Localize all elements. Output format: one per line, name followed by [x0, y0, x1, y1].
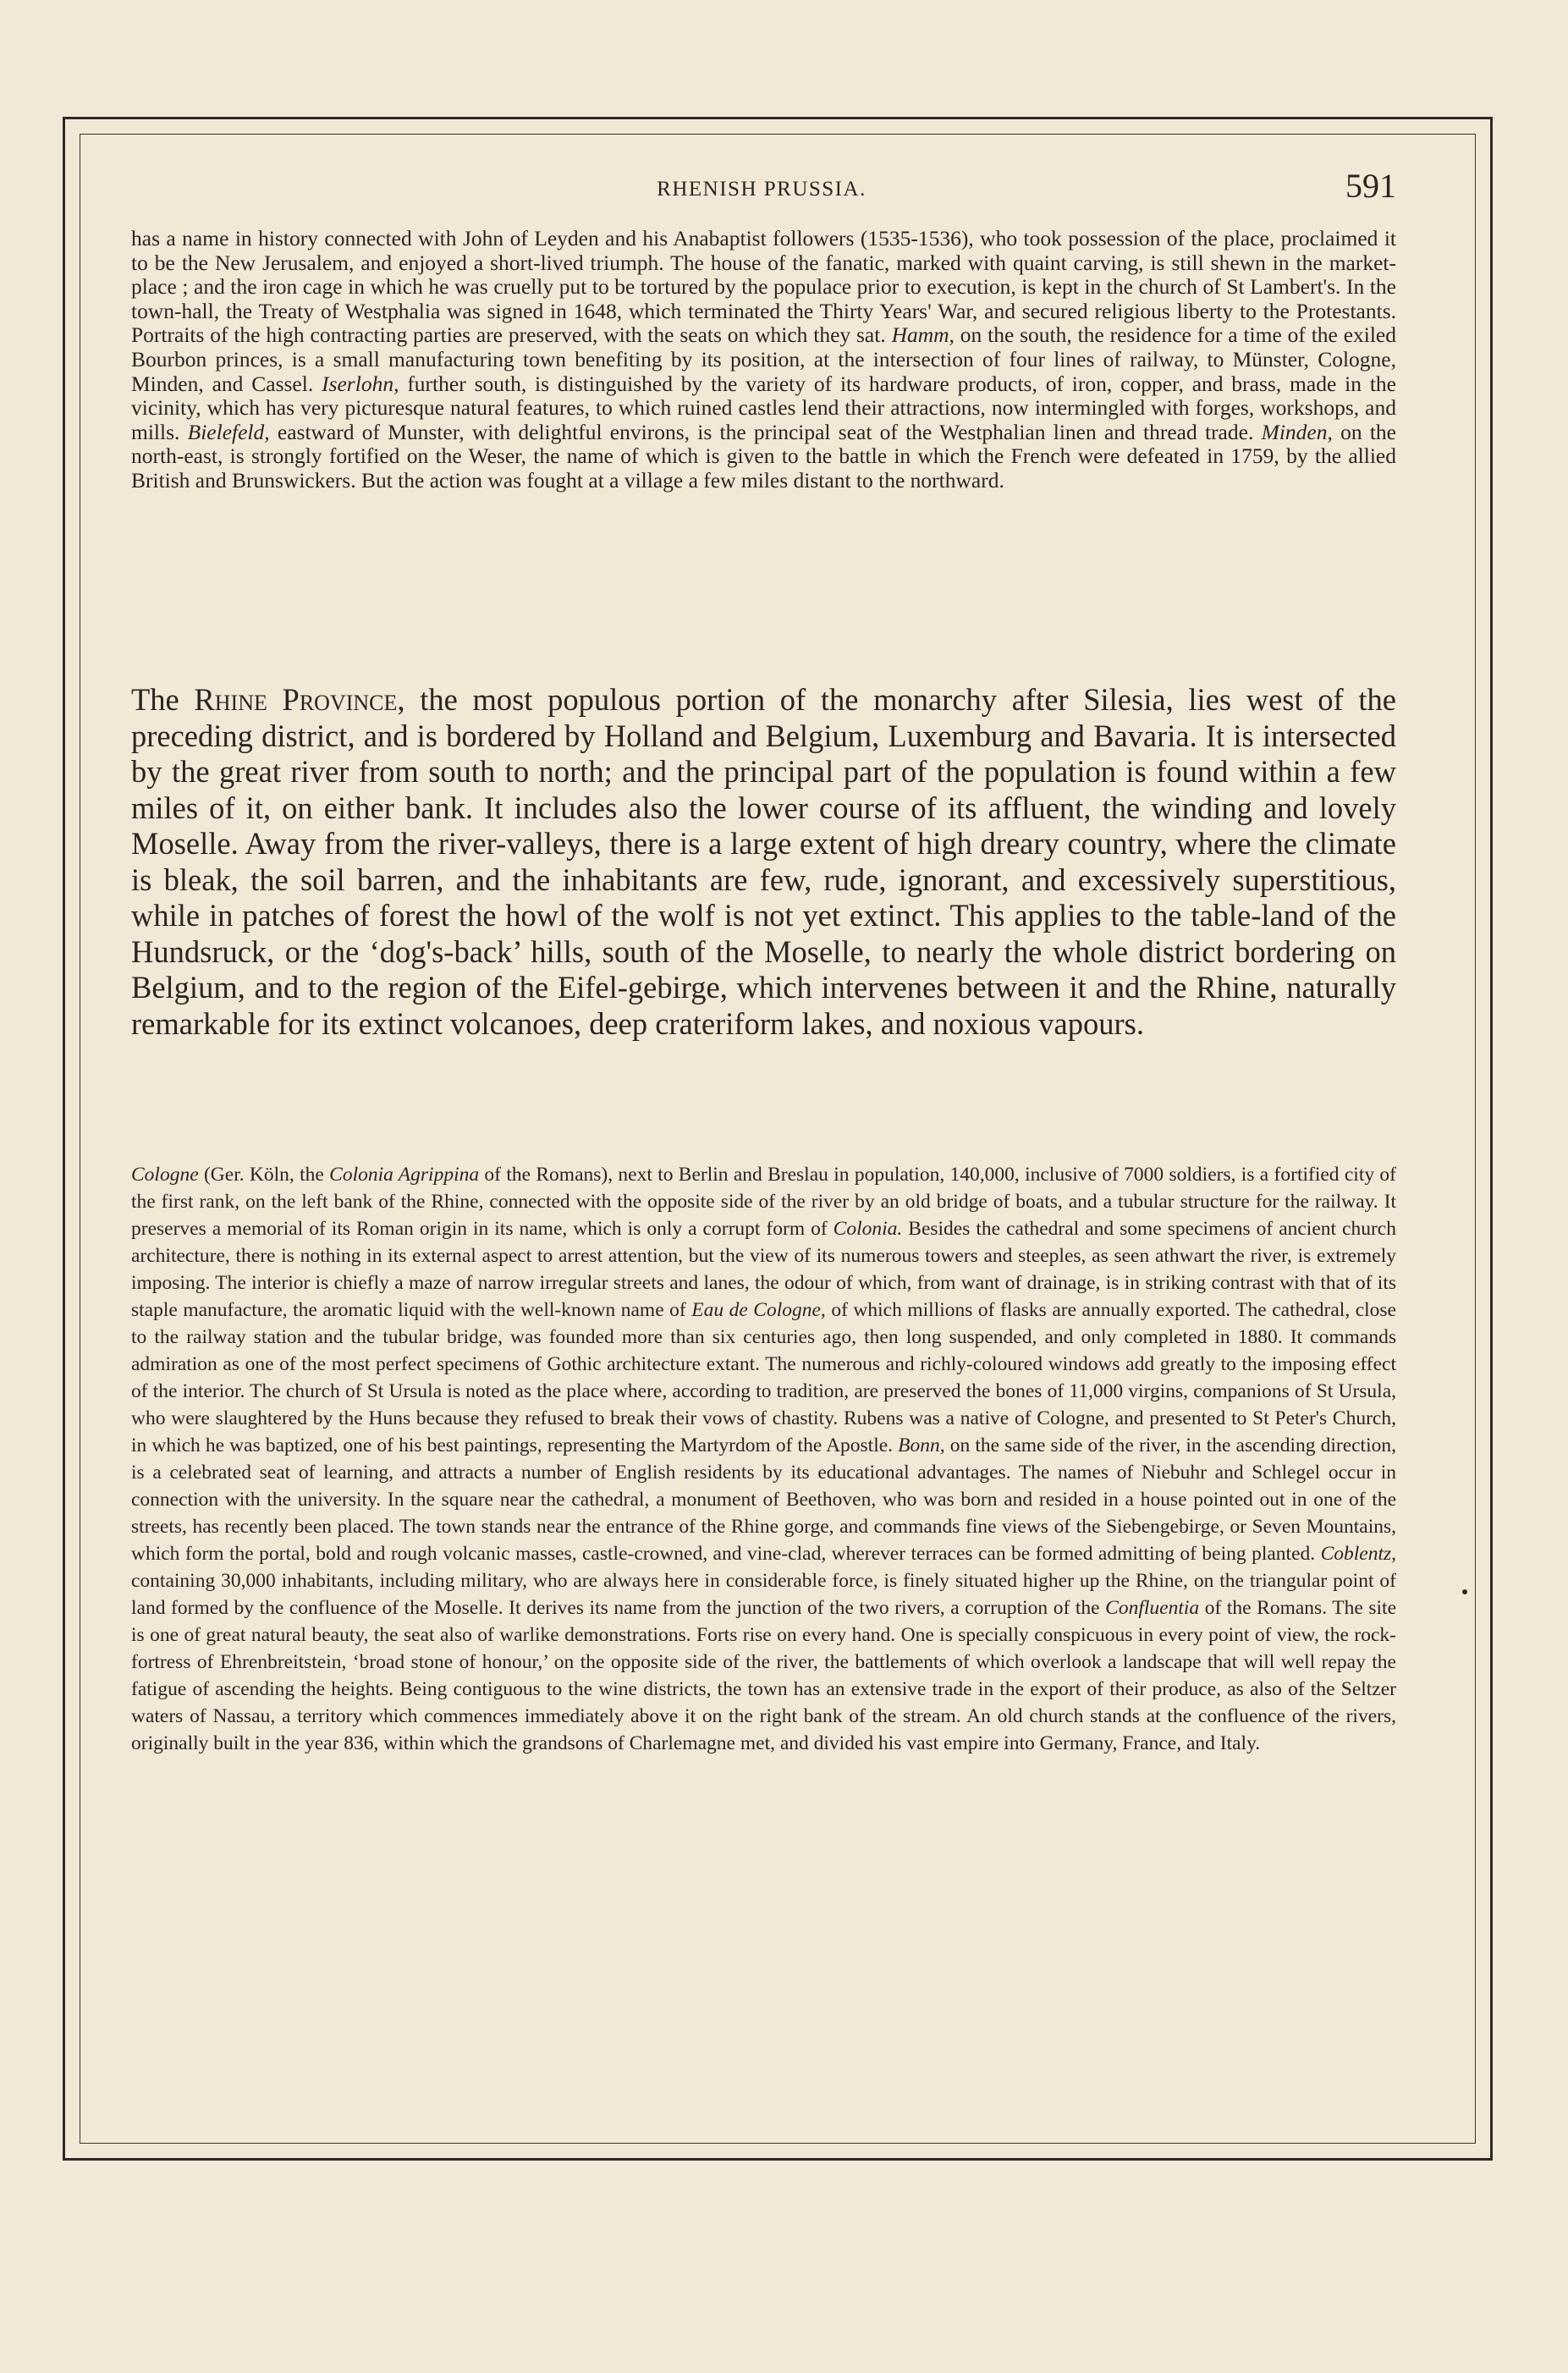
place-name-bielefeld: Bielefeld, [187, 419, 270, 444]
text-run: of which millions of flasks are annually exported. The cathedral, close to the railway station and the tubular bridge, was founded more than six centuries ago, then long suspended, and only completed in 1880. It commands admiration as one of the most perfect specimens of Gothic architecture extant. The numerous and richly-coloured windows add greatly to the imposing effect of the interior. The church of St Ursula is noted as the place where, according to tradition, are preserved the bones of 11,000 virgins, companions of St Ursula, who were slaughtered by the Huns because they refused to break their vows of chastity. Rubens was a native of Cologne, and presented to St Peter's Church, in which he was baptized, one of his best paintings, representing the Martyrdom of the Apostle. [131, 1299, 1396, 1456]
place-name-cologne: Cologne [131, 1164, 199, 1186]
text-run: The [131, 682, 195, 717]
text-run: further south, is distinguished by the variety of its hardware products, of iron, copper, and brass, made in the vicinity, which has very picturesque natural features, to which ruined castles lend their attractions, now intermingled with forges, workshops, and mills. [131, 371, 1396, 444]
latin-name-confluentia: Confluentia [1105, 1597, 1200, 1619]
latin-name-colonia: Colonia. [833, 1218, 903, 1240]
text-run: the most populous portion of the monarchy after Silesia, lies west of the preceding district, and is bordered by Holland and Belgium, Luxemburg and Bavaria. It is intersected by the great river from south to north; and the principal part of the population is found within a few miles of it, on either bank. It includes also the lower course of its affluent, the winding and lovely Moselle. Away from the river-valleys, there is a large extent of high dreary country, where the climate is bleak, the soil barren, and the inhabitants are few, rude, ignorant, and excessively superstitious, while in patches of forest the howl of the wolf is not yet extinct. This applies to the table-land of the Hundsruck, or the ‘dog's-back’ hills, south of the Moselle, to nearly the whole district bordering on Belgium, and to the region of the Eifel-gebirge, which intervenes between it and the Rhine, naturally remarkable for its extinct volcanoes, deep crateriform lakes, and noxious vapours. [131, 682, 1396, 1041]
place-name-minden: Minden, [1261, 419, 1333, 444]
text-run: Besides the cathedral and some specimens of ancient church architecture, there is nothing in its external aspect to arrest attention, but the view of its numerous towers and steeples, as seen athwart the river, is extremely imposing. The interior is chiefly a maze of narrow irregular streets and lanes, the odour of which, from want of drainage, is in striking contrast with that of its staple manufacture, the aromatic liquid with the well-known name of [131, 1218, 1396, 1321]
paragraph-munster-continued [131, 227, 1396, 493]
product-name-eau-de-cologne: Eau de Cologne, [691, 1299, 826, 1321]
text-run: on the north-east, is strongly fortified on the Weser, the name of which is given to the battle in which the French were defeated in 1759, by the allied British and Brunswickers. But the action was fought at a village a few miles distant to the northward. [131, 419, 1397, 493]
text-run: on the south, the residence for a time of the exiled Bourbon princes, is a small manufacturing town benefiting by its position, at the intersection of four lines of railway, to Münster, Cologne, Minden, and Cassel. [131, 322, 1396, 396]
text-run: of the Romans. The site is one of great natural beauty, the seat also of warlike demonstrations. Forts rise on every hand. One is specially conspicuous in every point of view, the rock-fortress of Ehrenbreitstein, ‘broad stone of honour,’ on the opposite side of the river, the battlements of which overlook a landscape that will well repay the fatigue of ascending the heights. Being contiguous to the wine districts, the town has an extensive trade in the export of their produce, as also of the Seltzer waters of Nassau, a territory which commences immediately above it on the right bank of the stream. An old church stands at the confluence of the rivers, originally built in the year 836, within which the grandsons of Charlemagne met, and divided his vast empire into Germany, France, and Italy. [131, 1597, 1396, 1754]
place-name-iserlohn: Iserlohn, [322, 371, 399, 396]
latin-name-colonia-agrippina: Colonia Agrippina [329, 1164, 480, 1186]
section-heading-rhine-province: Rhine Province, [194, 682, 405, 717]
text-run: containing 30,000 inhabitants, including military, who are always here in considerable force, is finely situated higher up the Rhine, on the triangular point of land formed by the confluence of the Moselle. It derives its name from the junction of the two rivers, a corruption of the [131, 1570, 1396, 1619]
page-number: 591 [1345, 167, 1396, 205]
text-run: on the same side of the river, in the ascending direction, is a celebrated seat of learning, and attracts a number of English residents by its educational advantages. The names of Niebuhr and Schlegel occur in connection with the university. In the square near the cathedral, a monument of Beethoven, who was born and resided in a house pointed out in one of the streets, has recently been placed. The town stands near the entrance of the Rhine gorge, and commands fine views of the Siebengebirge, or Seven Mountains, which form the portal, bold and rough volcanic masses, castle-crowned, and vine-clad, wherever terraces can be formed admitting of being planted. [131, 1434, 1396, 1565]
paragraph-rhine-province [131, 682, 1396, 1042]
place-name-bonn: Bonn, [898, 1434, 945, 1456]
text-run: has a name in history connected with John of Leyden and his Anabaptist followers (1535-1536), who took possession of the place, proclaimed it to be the New Jerusalem, and enjoyed a short-lived triumph. The house of the fanatic, marked with quaint carving, is still shewn in the market-place ; and the iron cage in which he was cruelly put to be tortured by the populace prior to execution, is kept in the church of St Lambert's. In the town-hall, the Treaty of Westphalia was signed in 1648, which terminated the Thirty Years' War, and secured religious liberty to the Protestants. Portraits of the high contracting parties are preserved, with the seats on which they sat. [131, 226, 1396, 348]
page-header [127, 166, 1396, 213]
place-name-coblentz: Coblentz, [1320, 1543, 1396, 1565]
text-run: eastward of Munster, with delightful environs, is the principal seat of the Westphalian linen and thread trade. [269, 419, 1262, 444]
paragraph-cologne-bonn-coblentz [131, 1161, 1396, 1757]
running-title: RHENISH PRUSSIA. [657, 178, 867, 201]
text-run: (Ger. Köln, the [198, 1164, 330, 1186]
text-run: of the Romans), next to Berlin and Breslau in population, 140,000, inclusive of 7000 soldiers, is a fortified city of the first rank, on the left bank of the Rhine, connected with the opposite side of the river by an old bridge of boats, and a tubular structure for the railway. It preserves a memorial of its Roman origin in its name, which is only a corrupt form of [131, 1164, 1397, 1240]
place-name-hamm: Hamm, [891, 322, 955, 348]
margin-mark [1462, 1589, 1467, 1594]
